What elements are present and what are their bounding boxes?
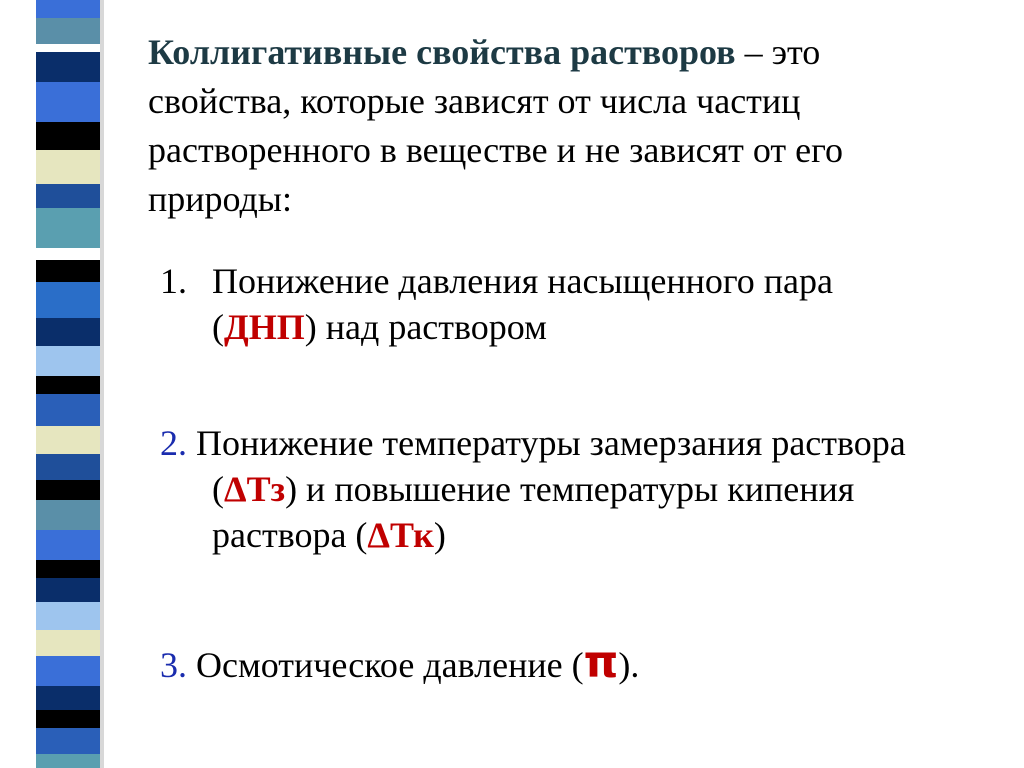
stripe-segment	[36, 454, 100, 480]
stripe-segment	[36, 82, 100, 122]
stripe-segment	[36, 0, 100, 18]
title-line4: природы:	[148, 179, 292, 219]
item-1-after: ) над раствором	[304, 307, 547, 347]
title-line1-rest: – это	[735, 32, 821, 72]
item-1-abbr: ДНП	[224, 307, 305, 347]
item-2-open-paren: (	[212, 469, 224, 509]
stripe-segment	[36, 480, 100, 500]
title-line2: свойства, которые зависят от числа частиц	[148, 81, 801, 121]
list-item-2	[160, 420, 1000, 558]
item-1-line1: Понижение давления насыщенного пара	[212, 261, 833, 301]
stripe-segment	[36, 560, 100, 578]
stripe-segment	[36, 578, 100, 602]
stripe-segment	[36, 394, 100, 426]
title-line3: растворенного в веществе и не зависят от его	[148, 130, 844, 170]
item-2-mid: ) и повышение температуры кипения	[285, 469, 855, 509]
item-2-number: 2.	[160, 423, 187, 463]
stripe-segment	[36, 260, 100, 282]
item-2-close-paren: )	[433, 515, 446, 555]
stripe-segment	[36, 754, 100, 768]
item-1-open-paren: (	[212, 307, 224, 347]
title-bold-term: Коллигативные свойства растворов	[148, 32, 736, 72]
stripe-segment	[36, 18, 100, 44]
item-2-abbr1: ΔТз	[224, 469, 286, 509]
item-2-abbr2: ΔТк	[367, 515, 434, 555]
stripe-segment	[36, 686, 100, 710]
stripe-segment	[36, 184, 100, 208]
decorative-stripe-bar	[36, 0, 100, 768]
item-2-line1: Понижение температуры замерзания раствора	[187, 423, 906, 463]
stripe-segment	[36, 44, 100, 52]
stripe-segment	[36, 346, 100, 376]
item-2-line3	[160, 512, 1000, 558]
slide-title	[148, 28, 968, 224]
item-1-number: 1.	[160, 261, 187, 301]
pi-symbol: π	[583, 637, 619, 688]
stripe-segment	[36, 630, 100, 656]
stripe-segment	[36, 52, 100, 82]
stripe-shadow	[100, 0, 104, 768]
item-2-line3-start: раствора (	[212, 515, 368, 555]
stripe-segment	[36, 376, 100, 394]
stripe-segment	[36, 282, 100, 318]
stripe-segment	[36, 208, 100, 248]
stripe-segment	[36, 728, 100, 754]
item-3-end: ).	[618, 645, 640, 685]
item-2-line2	[160, 466, 1000, 512]
stripe-segment	[36, 500, 100, 530]
stripe-segment	[36, 602, 100, 630]
stripe-segment	[36, 318, 100, 346]
stripe-segment	[36, 122, 100, 150]
stripe-segment	[36, 710, 100, 728]
stripe-segment	[36, 426, 100, 454]
list-item-3	[160, 637, 1000, 688]
item-3-number: 3.	[160, 645, 187, 685]
stripe-segment	[36, 248, 100, 260]
stripe-segment	[36, 656, 100, 686]
stripe-segment	[36, 530, 100, 560]
stripe-segment	[36, 150, 100, 184]
item-1-text	[212, 258, 952, 350]
item-3-text: Осмотическое давление (	[187, 645, 584, 685]
